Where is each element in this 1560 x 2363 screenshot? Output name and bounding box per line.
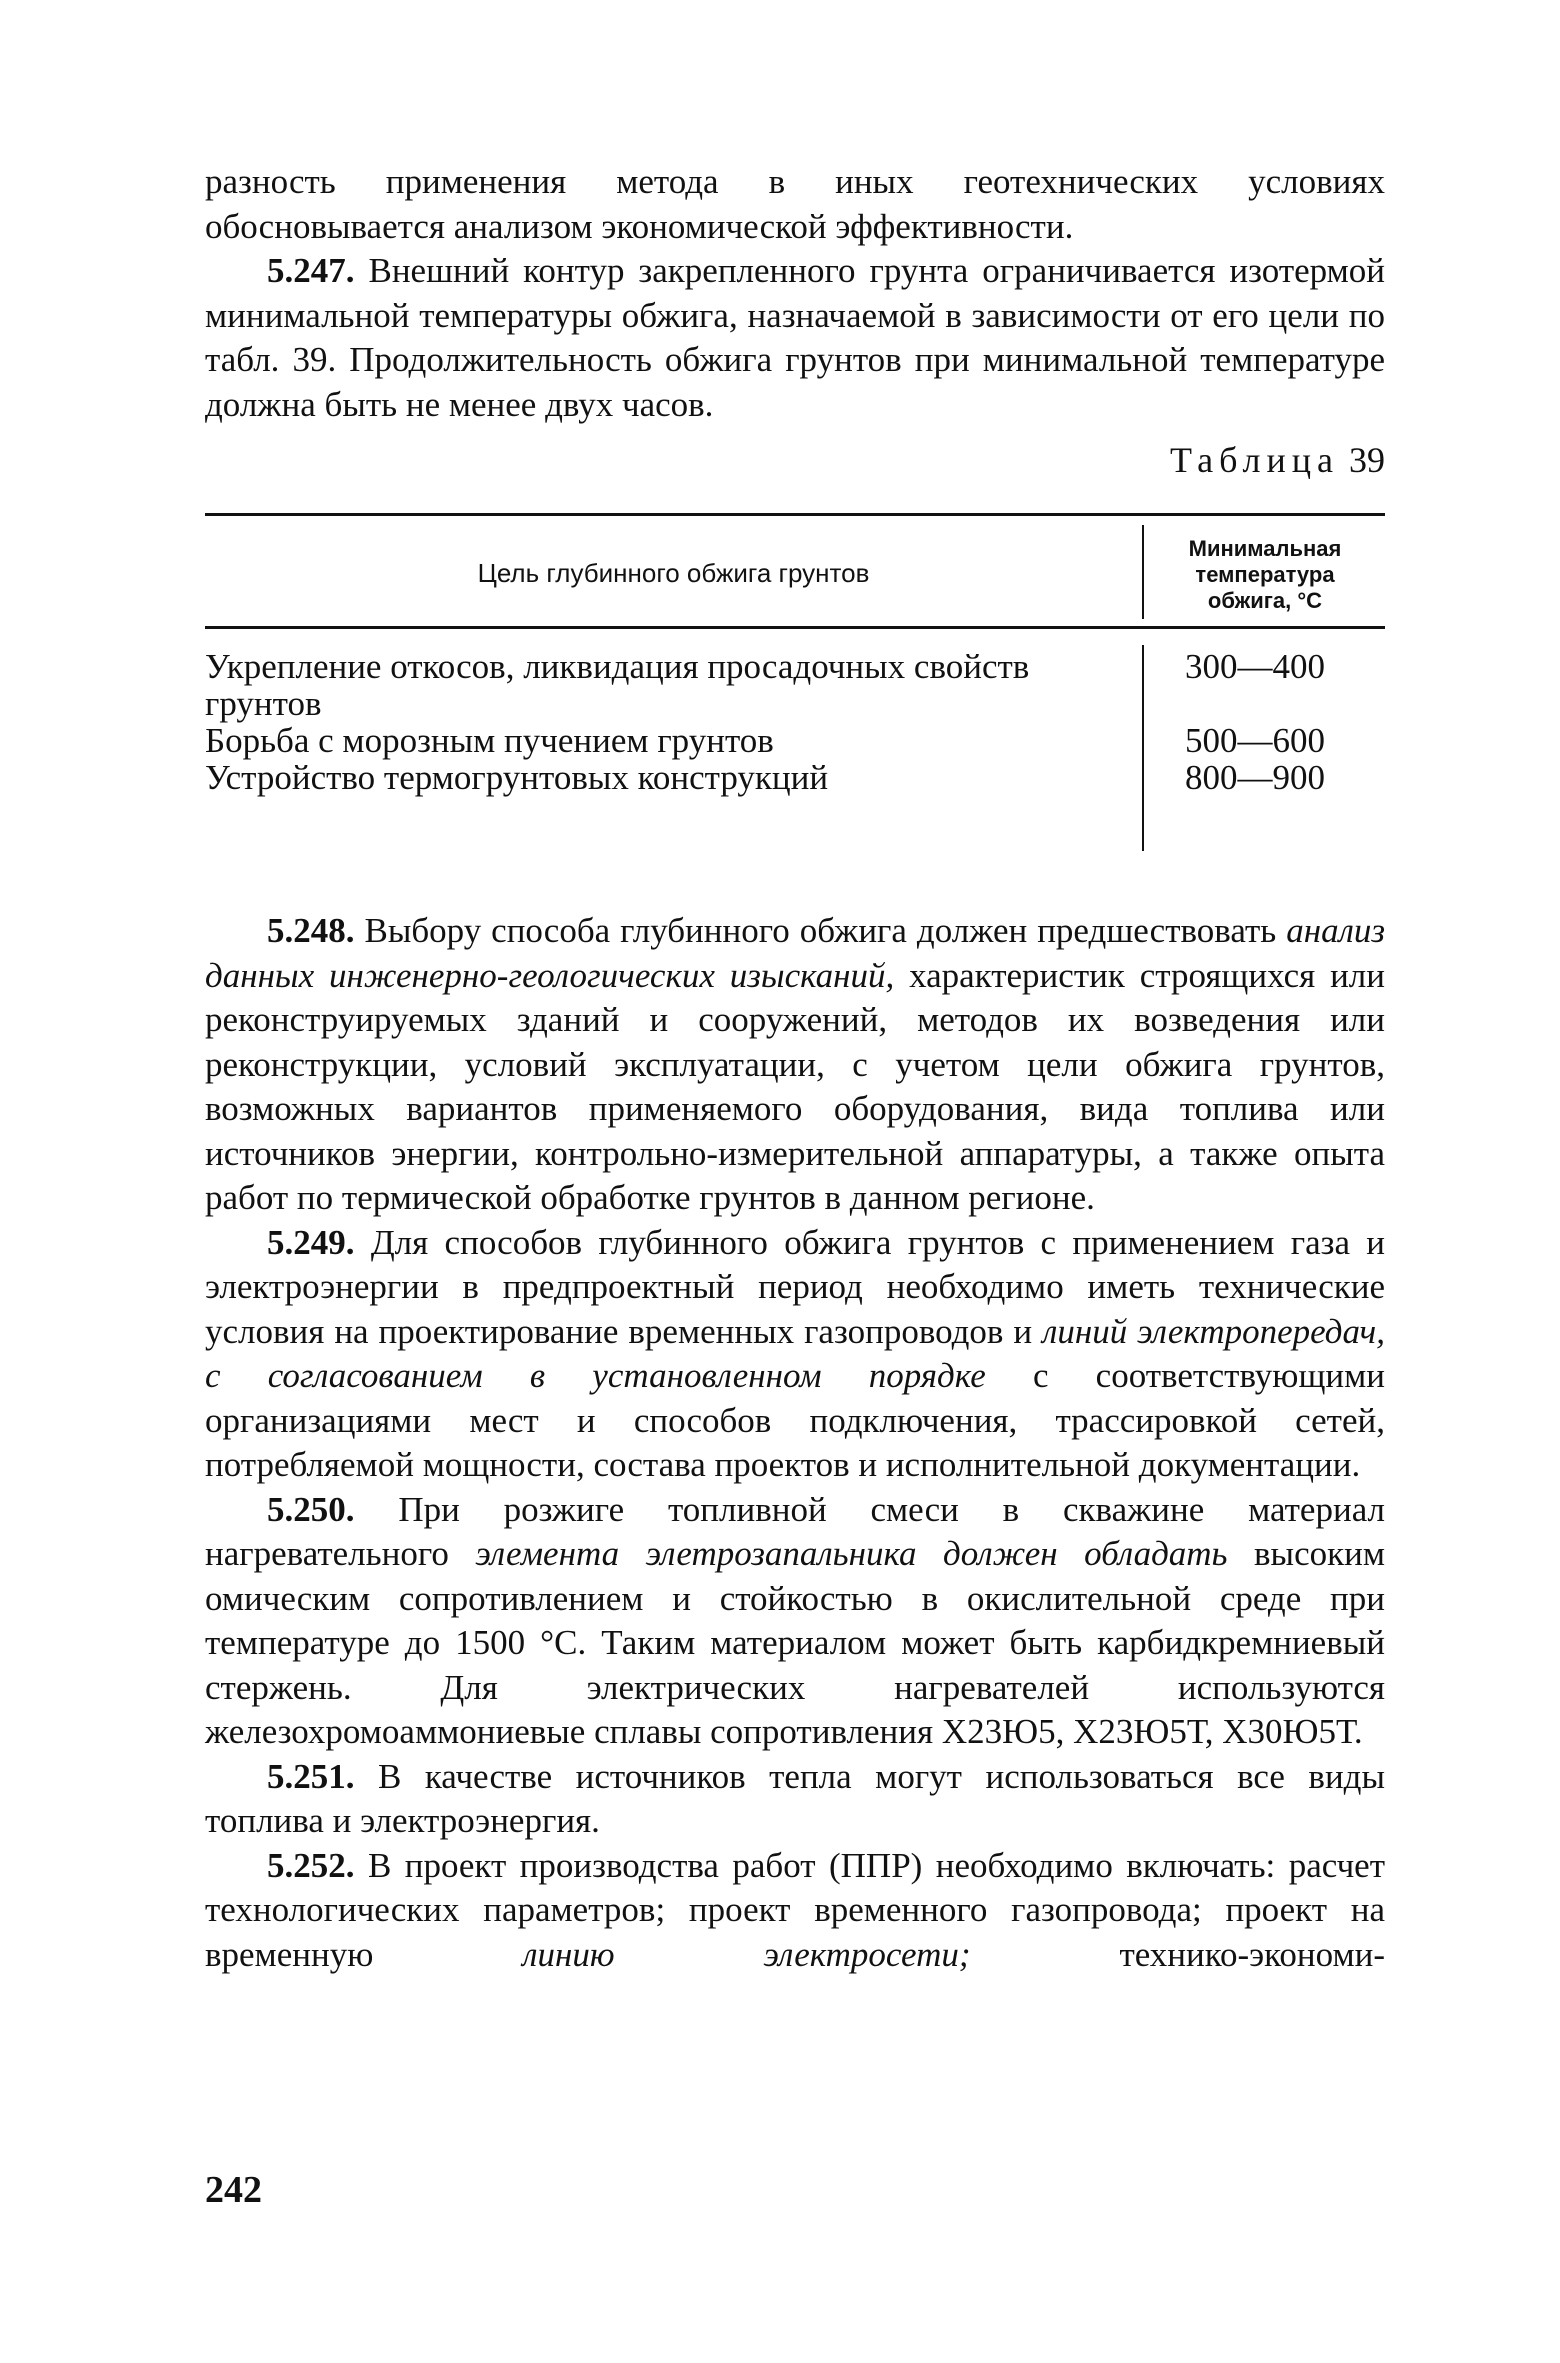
paragraph-5-248 <box>205 909 1385 1221</box>
table-row <box>205 759 1385 796</box>
paragraph-number: 5.250. <box>267 1489 355 1529</box>
table-cell-goal: Устройство термогрунтовых конструкций <box>205 758 829 797</box>
paragraph-5-247 <box>205 249 1385 427</box>
header-temp-line: обжига, °С <box>1207 588 1323 613</box>
page-number: 242 <box>205 2169 262 2211</box>
paragraph-text-italic: линий электропередач, с согласованием в установленном порядке <box>205 1311 1385 1395</box>
paragraph-text: При розжиге топливной смеси в скважине материал нагревательного <box>205 1489 1385 1573</box>
table-body <box>205 648 1385 796</box>
paragraph-5-249 <box>205 1221 1385 1488</box>
paragraph-number: 5.249. <box>267 1222 355 1262</box>
table-header-temperature <box>1145 525 1385 625</box>
table-caption-word: Таблица <box>1170 440 1339 480</box>
header-temp-line: температура <box>1195 562 1335 587</box>
paragraph-number: 5.247. <box>267 251 355 290</box>
paragraph-5-251 <box>205 1755 1385 1844</box>
intro-paragraph: разность применения метода в иных геотехнических условиях обосновывается анализом экономической эффективности. <box>205 162 1385 246</box>
paragraph-5-252 <box>205 1844 1385 1978</box>
paragraph-number: 5.252. <box>267 1845 355 1885</box>
table-caption <box>205 439 1385 481</box>
table-cell-goal: Укрепление откосов, ликвидация просадочных свойств грунтов <box>205 647 1030 723</box>
paragraph-text: В качестве источников тепла могут использоваться все виды топлива и электроэнергия. <box>205 1756 1385 1840</box>
paragraph-text: Выбору способа глубинного обжига должен предшествовать <box>364 911 1287 950</box>
table-header-goal: Цель глубинного обжига грунтов <box>477 557 870 588</box>
paragraph-text-italic: элемента элетрозапальника должен обладать <box>475 1534 1228 1573</box>
paragraph-text: высоким омическим сопротивлением и стойкостью в окислительной среде при температуре до 1500 °С. Таким материалом может быть карбидкремниевый стержень. Для электрических нагревателей используются железохромоаммониевые сплавы сопротивления Х23Ю5, Х23Ю5Т, Х30Ю5Т. <box>205 1534 1385 1751</box>
header-temp-line: Минимальная <box>1188 536 1342 561</box>
paragraph-text: технико-экономи- <box>970 1934 1386 1974</box>
table-header-divider <box>1142 525 1144 619</box>
paragraph-text-italic: анализ данных инженерно-геологических изысканий, <box>205 911 1386 995</box>
paragraph-text: с соответствующими организациями мест и способов подключения, трассировкой сетей, потребляемой мощности, состава проектов и исполнительной документации. <box>205 1356 1385 1484</box>
table-cell-temp: 800—900 <box>1185 758 1325 797</box>
table-39 <box>205 513 1385 851</box>
table-cell-goal: Борьба с морозным пучением грунтов <box>205 721 774 760</box>
table-cell-temp: 300—400 <box>1185 647 1325 686</box>
paragraph-text: Для способов глубинного обжига грунтов с применением газа и электроэнергии в предпроектный период необходимо иметь технические условия на проектирование временных газопроводов и <box>205 1222 1386 1351</box>
paragraph-number: 5.248. <box>267 911 355 950</box>
page-body <box>205 160 1385 1977</box>
table-top-rule <box>205 513 1385 516</box>
paragraph-5-250 <box>205 1488 1385 1755</box>
paragraph-text: характеристик строящихся или реконструируемых зданий и сооружений, методов их возведения или реконструкции, условий эксплуатации, с учетом цели обжига грунтов, возможных вариантов применяемого оборудования, вида топлива или источников энергии, контрольно-измерительной аппаратуры, а также опыта работ по термической обработке грунтов в данном регионе. <box>205 955 1385 1217</box>
table-header-rule <box>205 626 1385 629</box>
paragraph-number: 5.251. <box>267 1756 355 1796</box>
table-cell-temp: 500—600 <box>1185 721 1325 760</box>
table-row <box>205 648 1385 722</box>
paragraph-text-italic: линию электросети; <box>522 1934 971 1974</box>
paragraph-text: Внешний контур закрепленного грунта ограничивается изотермой минимальной температуры обжига, назначаемой в зависимости от его цели по табл. 39. Продолжительность обжига грунтов при минимальной температуре должна быть не менее двух часов. <box>205 251 1386 424</box>
table-row <box>205 722 1385 759</box>
paragraph-text: В проект производства работ (ППР) необходимо включать: расчет технологических параметров; проект временного газопровода; проект на временную <box>205 1845 1386 1974</box>
table-caption-number: 39 <box>1349 440 1385 480</box>
